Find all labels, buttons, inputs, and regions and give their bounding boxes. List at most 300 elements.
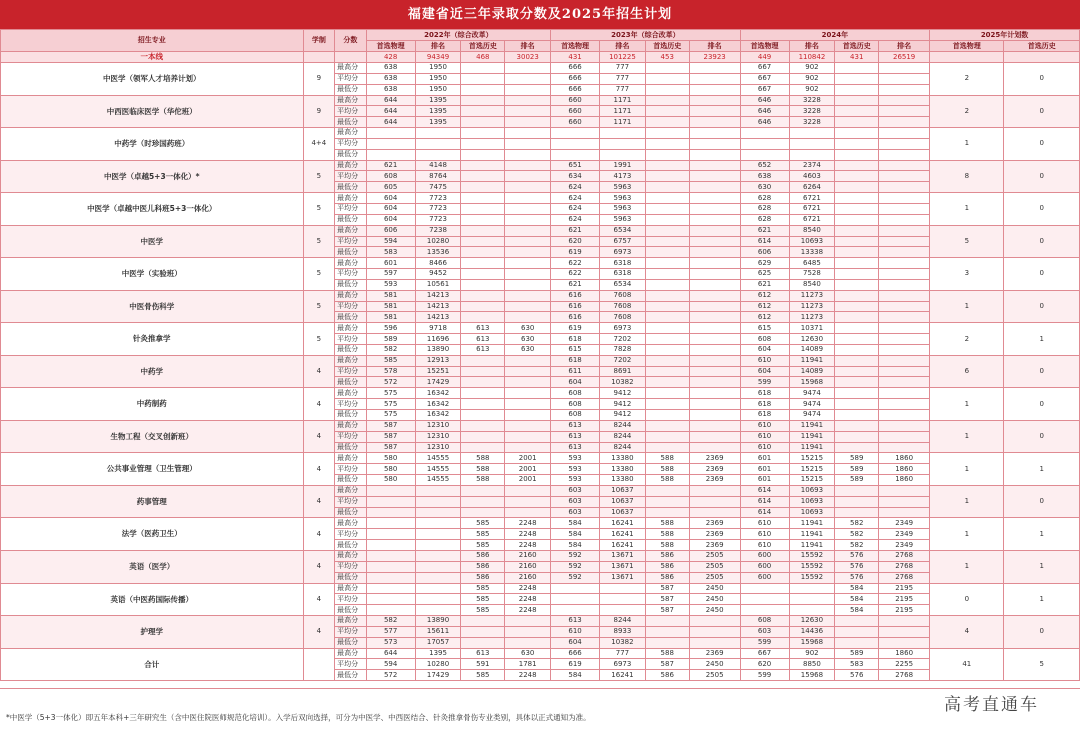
baseline-value: 101225 [600, 52, 646, 63]
score-cell [415, 518, 461, 529]
score-cell [505, 203, 551, 214]
plan-phys: 2 [930, 323, 1004, 356]
plan-hist: 0 [1004, 420, 1080, 453]
score-cell [645, 410, 689, 421]
score-cell: 777 [600, 73, 646, 84]
score-cell [835, 258, 879, 269]
score-cell [835, 63, 879, 74]
score-cell: 2369 [689, 464, 740, 475]
score-cell: 16241 [600, 540, 646, 551]
score-cell: 2369 [689, 529, 740, 540]
score-cell: 610 [740, 442, 789, 453]
score-type-label: 最低分 [335, 605, 367, 616]
score-cell: 2450 [689, 659, 740, 670]
score-type-label: 最高分 [335, 258, 367, 269]
score-cell [835, 106, 879, 117]
score-type-label: 平均分 [335, 269, 367, 280]
score-cell [879, 193, 930, 204]
score-type-label: 最低分 [335, 670, 367, 681]
score-cell: 666 [551, 63, 600, 74]
score-cell [835, 312, 879, 323]
score-cell [505, 496, 551, 507]
major-name: 护理学 [1, 616, 304, 649]
score-cell: 580 [366, 464, 415, 475]
score-cell [689, 420, 740, 431]
plan-hist: 0 [1004, 290, 1080, 323]
score-cell: 9412 [600, 399, 646, 410]
score-cell [689, 160, 740, 171]
baseline-value: 449 [740, 52, 789, 63]
major-duration: 4 [303, 355, 335, 388]
score-cell: 7828 [600, 344, 646, 355]
score-cell: 6973 [600, 323, 646, 334]
score-cell: 10280 [415, 659, 461, 670]
score-cell: 2369 [689, 475, 740, 486]
table-row [1, 225, 1080, 236]
score-cell: 7723 [415, 193, 461, 204]
score-cell: 652 [740, 160, 789, 171]
score-cell [366, 507, 415, 518]
score-cell [689, 236, 740, 247]
plan-hist: 0 [1004, 355, 1080, 388]
score-cell: 1781 [505, 659, 551, 670]
score-cell: 13890 [415, 344, 461, 355]
score-cell [835, 160, 879, 171]
score-cell: 2195 [879, 583, 930, 594]
score-cell [505, 95, 551, 106]
score-cell [505, 507, 551, 518]
score-cell [461, 301, 505, 312]
score-cell: 16241 [600, 518, 646, 529]
score-cell: 11941 [789, 518, 835, 529]
score-cell: 593 [551, 453, 600, 464]
score-cell [879, 388, 930, 399]
score-cell: 2450 [689, 583, 740, 594]
major-duration: 5 [303, 323, 335, 356]
table-row [1, 453, 1080, 464]
score-cell [505, 73, 551, 84]
score-cell [689, 442, 740, 453]
score-cell [879, 507, 930, 518]
score-cell: 588 [645, 540, 689, 551]
score-cell: 608 [551, 399, 600, 410]
score-cell: 588 [645, 453, 689, 464]
score-cell [645, 247, 689, 258]
score-cell [461, 507, 505, 518]
score-cell [689, 344, 740, 355]
table-row [1, 355, 1080, 366]
score-cell: 15968 [789, 670, 835, 681]
score-cell: 11273 [789, 301, 835, 312]
score-cell [505, 442, 551, 453]
score-cell: 13536 [415, 247, 461, 258]
score-cell [505, 366, 551, 377]
score-cell: 11696 [415, 334, 461, 345]
admission-score-table [0, 29, 1080, 681]
major-name: 生物工程（交叉创新班） [1, 420, 304, 453]
score-cell: 586 [645, 572, 689, 583]
score-type-label: 最高分 [335, 388, 367, 399]
score-cell: 592 [551, 572, 600, 583]
score-cell [415, 485, 461, 496]
score-cell: 2369 [689, 540, 740, 551]
plan-phys: 2 [930, 95, 1004, 128]
score-cell: 610 [740, 431, 789, 442]
score-cell: 13338 [789, 247, 835, 258]
score-cell [415, 496, 461, 507]
score-cell [461, 431, 505, 442]
score-cell: 586 [461, 572, 505, 583]
plan-phys: 0 [930, 583, 1004, 616]
score-cell [505, 377, 551, 388]
score-cell: 620 [551, 236, 600, 247]
score-cell [879, 431, 930, 442]
score-cell: 613 [461, 323, 505, 334]
score-cell [645, 366, 689, 377]
score-cell: 618 [740, 399, 789, 410]
score-cell [689, 399, 740, 410]
score-cell [366, 149, 415, 160]
score-cell: 584 [551, 518, 600, 529]
score-cell [689, 312, 740, 323]
score-cell: 777 [600, 84, 646, 95]
score-cell [879, 84, 930, 95]
score-cell: 630 [740, 182, 789, 193]
score-cell [689, 128, 740, 139]
score-cell: 16342 [415, 388, 461, 399]
score-cell: 9412 [600, 388, 646, 399]
score-cell [505, 485, 551, 496]
score-cell [461, 138, 505, 149]
score-cell [600, 128, 646, 139]
score-cell [835, 399, 879, 410]
score-cell: 601 [740, 464, 789, 475]
plan-hist: 1 [1004, 550, 1080, 583]
score-cell [689, 323, 740, 334]
baseline-value: 110842 [789, 52, 835, 63]
score-cell: 581 [366, 290, 415, 301]
score-cell [461, 171, 505, 182]
header-year-2023: 2023年（综合改革） [551, 30, 741, 41]
score-cell: 14213 [415, 290, 461, 301]
score-cell: 613 [461, 648, 505, 659]
score-cell: 9474 [789, 410, 835, 421]
score-cell: 6973 [600, 247, 646, 258]
score-cell [645, 637, 689, 648]
score-cell [600, 605, 646, 616]
score-cell: 583 [366, 247, 415, 258]
score-cell: 585 [461, 583, 505, 594]
score-type-label: 最高分 [335, 160, 367, 171]
major-name: 中医骨伤科学 [1, 290, 304, 323]
score-cell [879, 616, 930, 627]
score-cell [689, 182, 740, 193]
score-cell: 5963 [600, 214, 646, 225]
score-cell [689, 431, 740, 442]
score-cell: 2768 [879, 550, 930, 561]
score-cell: 8540 [789, 279, 835, 290]
score-cell: 604 [366, 193, 415, 204]
score-cell: 573 [366, 637, 415, 648]
score-cell [835, 344, 879, 355]
score-cell [645, 442, 689, 453]
score-cell: 582 [835, 518, 879, 529]
score-cell: 9452 [415, 269, 461, 280]
score-type-label: 最低分 [335, 182, 367, 193]
score-cell: 589 [835, 453, 879, 464]
score-cell: 660 [551, 106, 600, 117]
score-cell [505, 301, 551, 312]
score-cell [505, 84, 551, 95]
score-cell: 6721 [789, 203, 835, 214]
score-cell [461, 366, 505, 377]
score-cell [689, 63, 740, 74]
score-cell [461, 160, 505, 171]
score-cell [505, 420, 551, 431]
score-cell [505, 410, 551, 421]
score-cell [645, 106, 689, 117]
score-cell [879, 496, 930, 507]
score-cell: 12630 [789, 334, 835, 345]
score-cell: 646 [740, 106, 789, 117]
major-name: 中药学（时珍国药班） [1, 128, 304, 161]
score-cell: 7475 [415, 182, 461, 193]
score-cell: 610 [740, 355, 789, 366]
score-cell [789, 605, 835, 616]
score-cell [879, 182, 930, 193]
score-cell: 630 [505, 334, 551, 345]
score-cell: 13671 [600, 572, 646, 583]
score-cell [505, 63, 551, 74]
score-cell: 619 [551, 247, 600, 258]
score-cell: 13671 [600, 550, 646, 561]
score-cell: 10561 [415, 279, 461, 290]
score-cell: 6264 [789, 182, 835, 193]
score-cell [835, 95, 879, 106]
table-row [1, 95, 1080, 106]
score-cell [835, 290, 879, 301]
score-cell [879, 377, 930, 388]
score-cell [461, 388, 505, 399]
score-cell [645, 344, 689, 355]
score-cell: 7202 [600, 355, 646, 366]
score-cell [600, 138, 646, 149]
subheader-phys: 首选物理 [366, 41, 415, 52]
score-cell [835, 301, 879, 312]
score-type-label: 平均分 [335, 301, 367, 312]
table-row [1, 616, 1080, 627]
score-cell: 15592 [789, 550, 835, 561]
score-cell [461, 95, 505, 106]
subheader-rank: 排名 [789, 41, 835, 52]
score-cell: 585 [461, 529, 505, 540]
table-row [1, 193, 1080, 204]
score-cell: 588 [645, 518, 689, 529]
plan-hist: 5 [1004, 648, 1080, 681]
score-cell: 587 [645, 605, 689, 616]
score-cell: 15215 [789, 453, 835, 464]
score-cell: 608 [551, 388, 600, 399]
score-cell: 608 [551, 410, 600, 421]
score-cell: 666 [551, 648, 600, 659]
score-cell: 6318 [600, 258, 646, 269]
score-cell: 12310 [415, 420, 461, 431]
score-cell [835, 247, 879, 258]
score-cell [645, 95, 689, 106]
baseline-value: 94349 [415, 52, 461, 63]
score-cell: 622 [551, 269, 600, 280]
score-cell [505, 160, 551, 171]
table-row [1, 388, 1080, 399]
header-plan-2025: 2025年计划数 [930, 30, 1080, 41]
table-row [1, 128, 1080, 139]
score-cell: 16241 [600, 670, 646, 681]
score-type-label: 最低分 [335, 84, 367, 95]
score-cell: 586 [461, 550, 505, 561]
score-cell: 1395 [415, 106, 461, 117]
score-cell: 601 [366, 258, 415, 269]
major-name: 合计 [1, 648, 304, 681]
plan-phys: 8 [930, 160, 1004, 193]
score-cell: 587 [366, 420, 415, 431]
score-cell [879, 149, 930, 160]
score-cell [505, 269, 551, 280]
score-cell: 588 [645, 464, 689, 475]
score-cell: 1991 [600, 160, 646, 171]
score-cell [645, 323, 689, 334]
score-cell: 1171 [600, 117, 646, 128]
score-cell: 16342 [415, 410, 461, 421]
baseline-value: 26519 [879, 52, 930, 63]
score-cell [551, 605, 600, 616]
score-cell: 586 [645, 670, 689, 681]
score-cell: 902 [789, 73, 835, 84]
score-cell: 667 [740, 648, 789, 659]
score-type-label: 平均分 [335, 431, 367, 442]
score-cell: 2248 [505, 529, 551, 540]
score-type-label: 平均分 [335, 659, 367, 670]
score-cell [689, 616, 740, 627]
plan-hist: 0 [1004, 225, 1080, 258]
score-cell [835, 507, 879, 518]
score-cell: 2248 [505, 518, 551, 529]
score-cell: 2255 [879, 659, 930, 670]
score-type-label: 最高分 [335, 420, 367, 431]
score-cell [835, 355, 879, 366]
score-cell: 576 [835, 550, 879, 561]
score-cell: 584 [835, 605, 879, 616]
score-cell: 1950 [415, 84, 461, 95]
score-cell: 603 [551, 496, 600, 507]
score-cell: 6757 [600, 236, 646, 247]
plan-phys: 6 [930, 355, 1004, 388]
score-cell: 1395 [415, 648, 461, 659]
score-cell: 601 [740, 475, 789, 486]
score-cell [645, 334, 689, 345]
score-cell [366, 529, 415, 540]
score-cell: 618 [740, 410, 789, 421]
score-cell [551, 149, 600, 160]
score-type-label: 最低分 [335, 247, 367, 258]
score-cell: 584 [551, 540, 600, 551]
score-cell [461, 290, 505, 301]
score-cell: 2248 [505, 670, 551, 681]
score-cell [461, 496, 505, 507]
score-cell: 592 [551, 550, 600, 561]
subheader-plan-hist: 首选历史 [1004, 41, 1080, 52]
score-type-label: 最低分 [335, 572, 367, 583]
score-cell: 12310 [415, 442, 461, 453]
score-cell [689, 626, 740, 637]
score-cell: 589 [366, 334, 415, 345]
plan-phys: 1 [930, 290, 1004, 323]
score-cell: 12913 [415, 355, 461, 366]
score-cell: 581 [366, 312, 415, 323]
score-cell [366, 128, 415, 139]
score-cell [835, 485, 879, 496]
score-cell: 586 [645, 550, 689, 561]
plan-phys: 1 [930, 128, 1004, 161]
score-cell: 660 [551, 117, 600, 128]
score-cell [505, 128, 551, 139]
score-cell: 604 [551, 637, 600, 648]
score-cell: 646 [740, 117, 789, 128]
score-cell: 572 [366, 670, 415, 681]
score-cell: 624 [551, 182, 600, 193]
score-cell [879, 73, 930, 84]
score-cell [461, 203, 505, 214]
score-cell: 638 [366, 84, 415, 95]
score-cell: 2160 [505, 550, 551, 561]
score-cell: 1171 [600, 95, 646, 106]
score-cell: 604 [366, 214, 415, 225]
score-type-label: 最低分 [335, 475, 367, 486]
major-name: 针灸推拿学 [1, 323, 304, 356]
score-cell: 613 [461, 344, 505, 355]
score-type-label: 最低分 [335, 214, 367, 225]
score-cell [879, 95, 930, 106]
score-cell [835, 128, 879, 139]
major-name: 中医学（实验班） [1, 258, 304, 291]
score-cell: 600 [740, 561, 789, 572]
score-cell [879, 301, 930, 312]
score-cell: 667 [740, 84, 789, 95]
score-type-label: 最高分 [335, 290, 367, 301]
score-cell: 604 [551, 377, 600, 388]
score-cell: 2374 [789, 160, 835, 171]
score-cell: 14436 [789, 626, 835, 637]
score-type-label: 最低分 [335, 344, 367, 355]
score-cell: 16241 [600, 529, 646, 540]
score-cell: 628 [740, 203, 789, 214]
score-cell: 580 [366, 453, 415, 464]
plan-hist: 0 [1004, 616, 1080, 649]
score-cell [645, 225, 689, 236]
score-cell [461, 73, 505, 84]
score-cell [740, 605, 789, 616]
score-cell [645, 171, 689, 182]
score-cell [835, 334, 879, 345]
footnote: *中医学（5+3一体化）即五年本科+三年研究生（含中医住院医师规范化培训）。入学后双向选择，可分为中医学、中西医结合、针灸推拿骨伤专业类别，具体以正式通知为准。 [6, 713, 591, 722]
major-name: 公共事业管理（卫生管理） [1, 453, 304, 486]
score-cell: 15215 [789, 464, 835, 475]
baseline-value: 431 [551, 52, 600, 63]
score-cell [835, 626, 879, 637]
score-cell: 11941 [789, 355, 835, 366]
score-cell [645, 149, 689, 160]
score-cell: 5963 [600, 193, 646, 204]
score-cell [645, 203, 689, 214]
